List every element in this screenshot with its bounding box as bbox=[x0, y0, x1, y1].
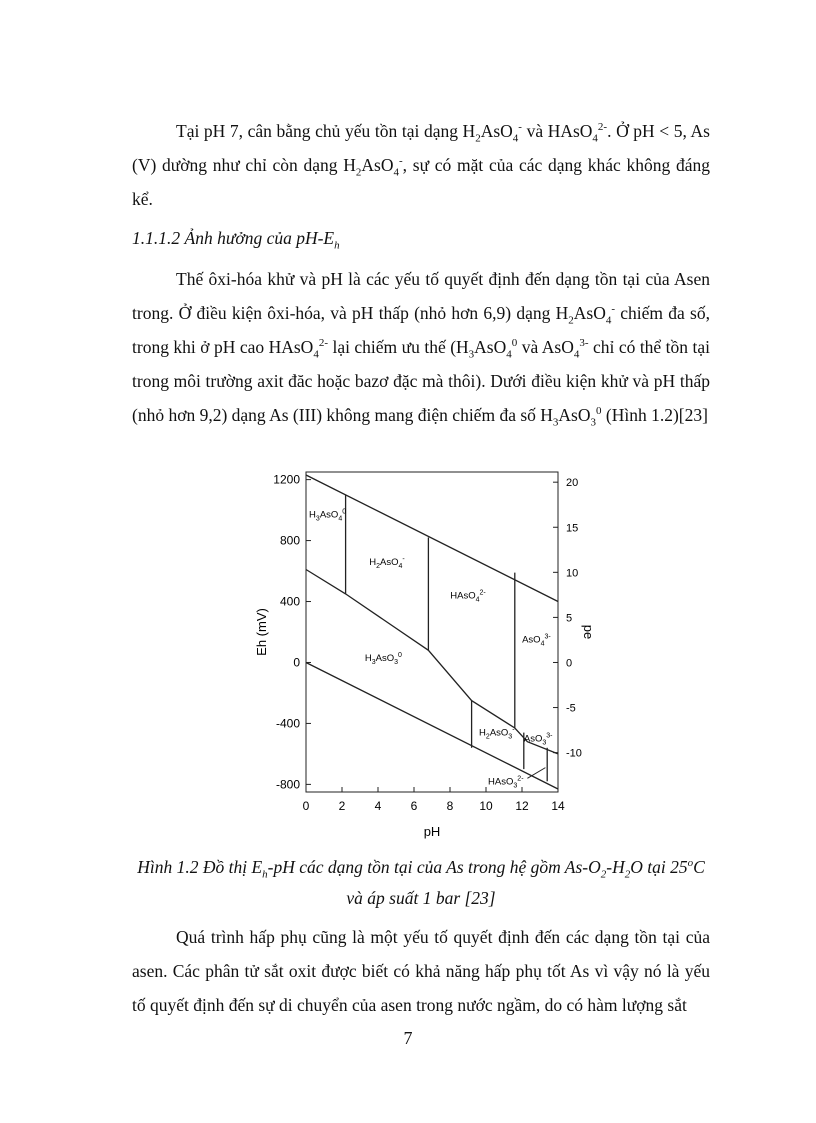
y-left-tick-label: 800 bbox=[279, 533, 300, 548]
figure-caption: Hình 1.2 Đồ thị $E_h-pH$ các dạng tồn tại của As trong hệ gồm $As-O_2-H_2O$ tại 25$^o$C và áp suất 1 bar [23] bbox=[137, 857, 705, 908]
x-tick-label: 4 bbox=[374, 799, 382, 813]
species-label: HAsO$_4^{2-}$ bbox=[450, 589, 486, 604]
y-right-tick-label: 0 bbox=[566, 657, 573, 670]
species-label: HAsO$_3^{2-}$ bbox=[488, 775, 524, 790]
page-number: 7 bbox=[403, 1028, 413, 1048]
y-right-tick-label: 10 bbox=[566, 567, 579, 580]
x-tick-label: 2 bbox=[338, 799, 346, 813]
y-right-tick-label: -10 bbox=[566, 747, 582, 760]
x-tick-label: 0 bbox=[302, 799, 310, 813]
species-label: $H_2AsO_3^-$ bbox=[479, 726, 515, 741]
x-tick-label: 10 bbox=[479, 799, 493, 813]
y-right-tick-label: 15 bbox=[566, 522, 579, 535]
species-label: $H_3AsO_3^0$ bbox=[364, 651, 402, 666]
y-right-tick-label: 20 bbox=[566, 477, 579, 490]
x-tick-label: 6 bbox=[410, 799, 418, 813]
y-axis-right-label: pe bbox=[581, 624, 596, 640]
x-tick-label: 12 bbox=[515, 799, 529, 813]
y-left-tick-label: -400 bbox=[275, 716, 300, 731]
x-tick-label: 14 bbox=[551, 799, 565, 813]
plot-frame bbox=[306, 472, 558, 792]
x-axis-label: pH bbox=[423, 824, 441, 839]
x-tick-label: 8 bbox=[446, 799, 454, 813]
species-label: AsO$_3^{3-}$ bbox=[523, 732, 553, 747]
y-left-tick-label: 400 bbox=[279, 594, 300, 609]
haso3-pointer bbox=[527, 768, 545, 779]
y-right-tick-label: 5 bbox=[566, 612, 573, 625]
paragraph-adsorption: Quá trình hấp phụ cũng là một yếu tố quyết định đến các dạng tồn tại của asen. Các phân tử sắt oxit được biết có khả năng hấp phụ tốt As vì vậy nó là yếu tố quyết định đến sự di chuyển của asen trong nước ngầm, do có hàm lượng sắt bbox=[132, 927, 710, 1015]
section-heading: 1.1.1.2 Ảnh hưởng của $pH-E_h$ bbox=[132, 228, 340, 252]
y-left-tick-label: 0 bbox=[293, 655, 300, 670]
y-axis-left-label: Eh (mV) bbox=[254, 608, 269, 656]
paragraph-ph-eh: Thế ôxi-hóa khử và pH là các yếu tố quyết định đến dạng tồn tại của Asen trong. Ở điều kiện ôxi-hóa, và pH thấp (nhỏ hơn 6,9) dạng $H_2AsO_4^-$ chiếm đa số, trong khi ở pH cao HAsO$_4^{2-}$ lại chiếm ưu thế ($H_3AsO_4^0$ và AsO$_4^{3-}$ chỉ có thể tồn tại trong môi trường axit đăc hoặc bazơ đặc mà thôi). Dưới điều kiện khử và pH thấp (nhỏ hơn 9,2) dạng As (III) không mang điện chiếm đa số $H_3AsO_3^0$ (Hình 1.2)[23] bbox=[132, 269, 710, 429]
water-lower-limit bbox=[306, 663, 558, 790]
water-upper-limit bbox=[306, 475, 558, 602]
y-right-tick-label: -5 bbox=[566, 702, 576, 715]
species-label: $H_2AsO_4^-$ bbox=[369, 555, 405, 570]
y-left-tick-label: 1200 bbox=[273, 472, 300, 487]
y-left-tick-label: -800 bbox=[275, 777, 300, 792]
species-label: AsO$_4^{3-}$ bbox=[522, 633, 551, 648]
eh-ph-diagram bbox=[252, 462, 596, 848]
species-label: $H_3AsO_4^0$ bbox=[309, 508, 347, 523]
paragraph-ph7: Tại pH 7, cân bằng chủ yếu tồn tại dạng $H_2AsO_4^-$ và HAsO$_4^{2-}$. Ở pH < 5, As (V) dường như chỉ còn dạng $H_2AsO_4^-$, sự có mặt của các dạng khác không đáng kể. bbox=[132, 121, 710, 209]
